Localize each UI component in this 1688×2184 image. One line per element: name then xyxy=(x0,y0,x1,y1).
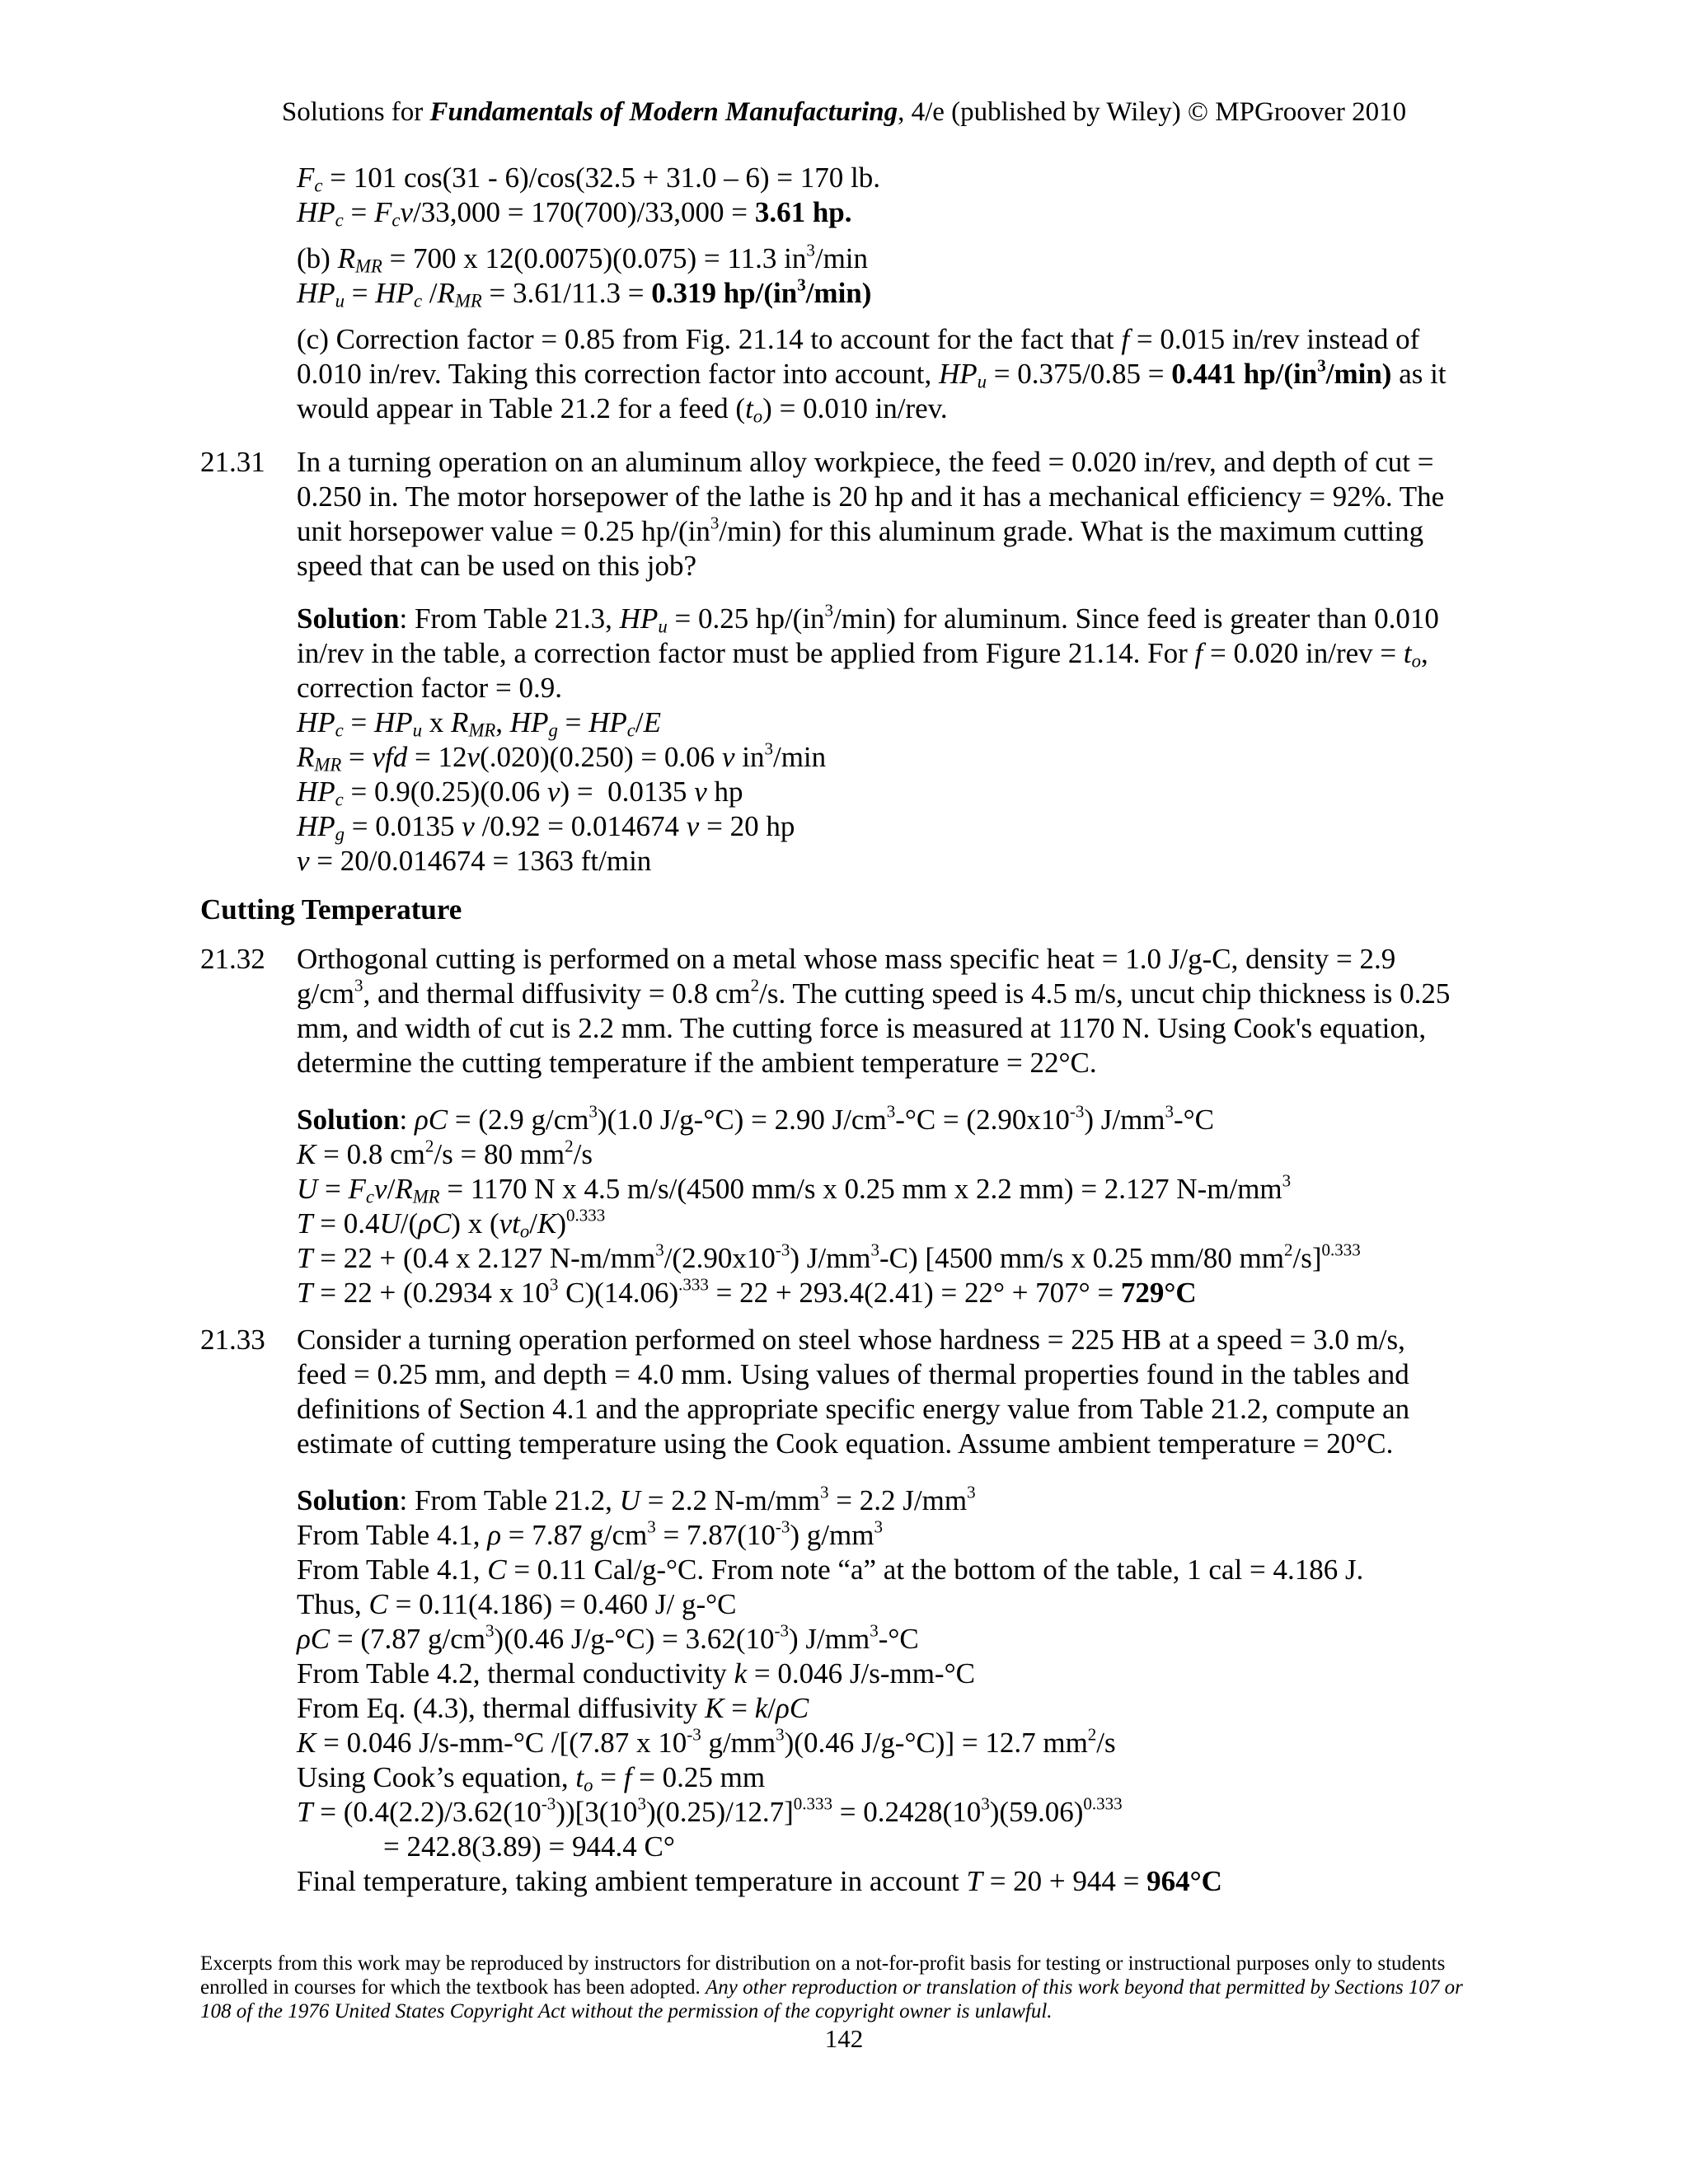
header-suffix: , 4/e (published by Wiley) © MPGroover 2010 xyxy=(898,97,1407,127)
header-prefix: Solutions for xyxy=(281,97,430,127)
footer-italic-text: Any other reproduction or translation of this work beyond that permitted by Sections 107 or 108 of the 1976 United States Copyright Act without the permission of the copyright owner is unlawful. xyxy=(200,1976,1463,2022)
section-heading: Cutting Temperature xyxy=(200,893,462,926)
problem-21-33-statement: Consider a turning operation performed on steel whose hardness = 225 HB at a speed = 3.0 m/s, feed = 0.25 mm, and depth = 4.0 mm. Using values of thermal properties found in the tables and definitions of Section 4.1 and the appropriate specific energy value from Table 21.2, compute an estimate of cutting temperature using the Cook equation. Assume ambient temperature = 20°C. xyxy=(297,1324,1410,1460)
page-header xyxy=(0,97,1688,128)
footer-text: Excerpts from this work may be reproduced by instructors for distribution on a not-for-profit basis for testing or instructional purposes only to students enrolled in courses for which the textbook has been adopted. xyxy=(200,1952,1446,1999)
problem-number: 21.32 xyxy=(200,943,265,975)
header-book-title: Fundamentals of Modern Manufacturing xyxy=(429,97,898,127)
problem-number: 21.33 xyxy=(200,1324,265,1356)
continued-solution: $F_c = 101$ cos(31 - 6)/cos(32.5 + 31.0 – 6) = 170 lb. $HP_c = F_cv/33,000 = 170(700)/33,000 = 3.61$ hp. (b) $R_{MR} = 700$ x 12(0.0075)(0.075) = 11.3 $in^3/\min$ $HP_u = HP_c$ $/R_{MR} = 3.61/11.3 = 0.319$ $hp/(in^3/\min)$ (c) Correction factor = 0.85 from Fig. 21.14 to account for the fact that f = 0.015 in/rev instead of 0.010 in/rev. Taking this correction factor into account, $HP_u = 0.375/0.85 = 0.441$ $hp/(in^3/\min)$ as it would appear in Table 21.2 for a feed $(t_o) = 0.010$ in/rev. xyxy=(297,162,1447,427)
problem-21-33-solution: Solution: From Table 21.2, U = 2.2 $N-m/mm^3 = 2.2$ $J/mm^3$ From Table 4.1, ρ = 7.87 $g/cm^3 = 7.87(10^{-3})$ $g/mm^3$ From Table 4.1, C = 0.11 Cal/g-°C. From note “a” at the bottom of the table, 1 cal = 4.186 J. Thus, C = 0.11(4.186) = 0.460 J/ g-°C ρC = (7.87 $g/cm^3)(0.46$ $J/g-^\circ C) = 3.62(10^{-3})$ $J/mm^3-^\circ C$ From Table 4.2, thermal conductivity k = 0.046 J/s-mm-°C From Eq. (4.3), thermal diffusivity K = k/ρC K = 0.046 J/s-mm-°C /[(7.87 x $10^{-3}$ $g/mm^3)(0.46$ J/g-°C)] = 12.7 $mm^2/s$ Using Cook’s equation, $t_o = f = 0.25$ mm $T = (0.4(2.2)/3.62(10^{-3}))[3(10^3)(0.25)/12.7]^{0.333} = 0.2428(10^3)(59.06)^{0.333}$ = 242.8(3.89) = 944.4 C° Final temperature, taking ambient temperature in account T = 20 + 944 = 964°C xyxy=(297,1482,1364,1897)
page-number: 142 xyxy=(824,2024,864,2053)
problem-21-31-solution: Solution: From Table 21.3, $HP_u = 0.25$ $hp/(in^3/\min)$ for aluminum. Since feed is greater than 0.010 in/rev in the table, a correction factor must be applied from Figure 21.14. For f = 0.020 $in/rev = t_o$, correction factor = 0.9. $HP_c = HP_u$ x $R_{MR}$, $HP_g = HP_c/E$ $R_{MR}$ = vfd = 12v(.020)(0.250) = 0.06 v $in^3/\min$ $HP_c = 0.9(0.25)(0.06$ v) = 0.0135 v hp $HP_g = 0.0135$ v /0.92 = 0.014674 v = 20 hp v = 20/0.014674 = 1363 ft/min xyxy=(297,600,1439,877)
problem-21-32-statement: Orthogonal cutting is performed on a metal whose mass specific heat = 1.0 J/g-C, density = 2.9 $g/cm^3$, and thermal diffusivity = 0.8 $cm^2/s$. The cutting speed is 4.5 m/s, uncut chip thickness is 0.25 mm, and width of cut is 2.2 mm. The cutting force is measured at 1170 N. Using Cook's equation, determine the cutting temperature if the ambient temperature = 22°C. xyxy=(297,943,1451,1079)
problem-number: 21.31 xyxy=(200,446,265,478)
problem-21-32-solution: Solution: ρC = (2.9 $g/cm^3)(1.0$ J/g-°C) = 2.90 $J/cm^3-^\circ C = (2.90x10^{-3})$ $J/mm^3-^\circ C$ K = 0.8 $cm^2/s = 80$ $mm^2/s$ $U = F_cv/R_{MR} = 1170$ N x 4.5 m/s/(4500 mm/s x 0.25 mm x 2.2 mm) = 2.127 $N-m/mm^3$ T = 0.4U/(ρC) x $(vt_o/K)^{0.333}$ T = 22 + (0.4 x 2.127 $N-m/mm^3/(2.90x10^{-3})$ $J/mm^3-C$) [4500 mm/s x 0.25 mm/80 $mm^2/s]^{0.333}$ T = 22 + (0.2934 x $10^3$ $C)(14.06)^{.333} = 22 + 293.4(2.41) = 22^\circ + 707^\circ = 729^\circ C$ xyxy=(297,1101,1361,1309)
problem-21-31-statement: In a turning operation on an aluminum alloy workpiece, the feed = 0.020 in/rev, and depth of cut = 0.250 in. The motor horsepower of the lathe is 20 hp and it has a mechanical efficiency = 92%. The unit horsepower value = 0.25 $hp/(in^3/\min)$ for this aluminum grade. What is the maximum cutting speed that can be used on this job? xyxy=(297,446,1445,582)
copyright-footer xyxy=(200,1952,1494,2023)
